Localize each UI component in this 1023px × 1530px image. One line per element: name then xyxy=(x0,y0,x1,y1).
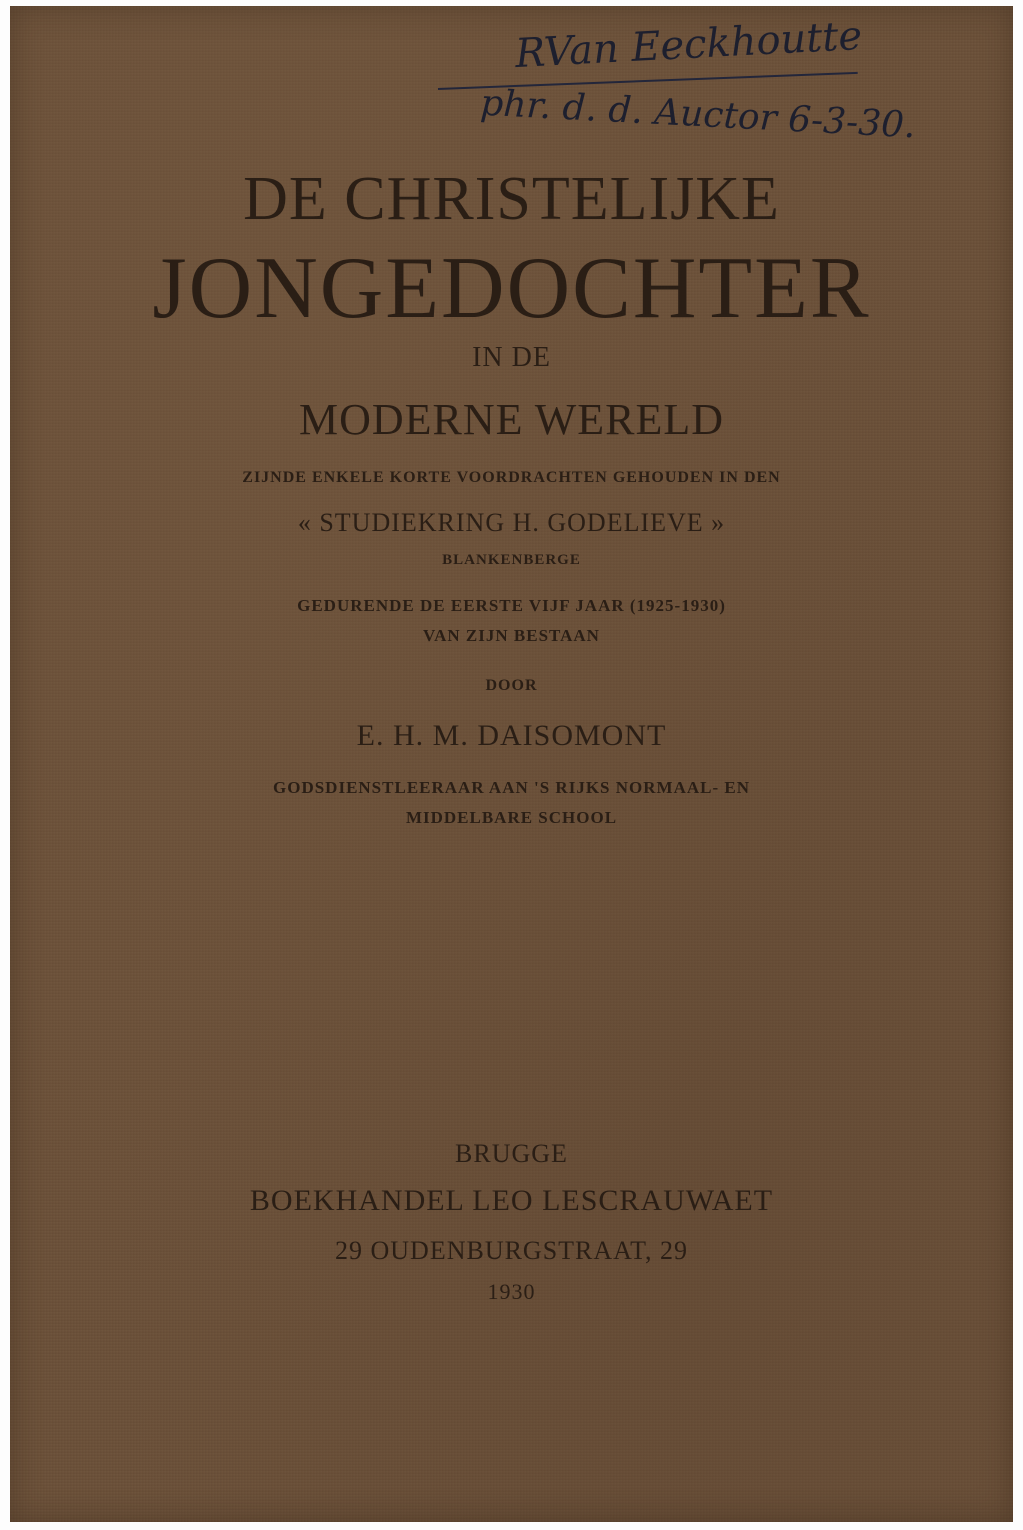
subtitle-line-2: « STUDIEKRING H. GODELIEVE » xyxy=(297,508,726,537)
subtitle-line-1: ZIJNDE ENKELE KORTE VOORDRACHTEN GEHOUDEN IN DEN xyxy=(242,469,781,486)
imprint-year: 1930 xyxy=(487,1279,536,1304)
author-by: DOOR xyxy=(485,677,538,694)
author-name: E. H. M. DAISOMONT xyxy=(356,719,667,752)
subtitle-line-3: BLANKENBERGE xyxy=(442,552,581,568)
title-line-2: JONGEDOCHTER xyxy=(152,240,871,337)
imprint-city: BRUGGE xyxy=(455,1139,568,1168)
subtitle-line-5: VAN ZIJN BESTAAN xyxy=(423,626,600,645)
book-cover xyxy=(10,6,1013,1522)
imprint-address: 29 OUDENBURGSTRAAT, 29 xyxy=(334,1236,689,1265)
title-line-3: IN DE xyxy=(472,342,551,373)
handwritten-dedication: phr. d. d. Auctor 6-3-30. xyxy=(479,82,917,147)
author-role-line-2: MIDDELBARE SCHOOL xyxy=(405,808,618,827)
subtitle-line-4: GEDURENDE DE EERSTE VIJF JAAR (1925-1930) xyxy=(297,596,726,615)
title-line-1: DE CHRISTELIJKE xyxy=(243,165,780,233)
author-role-line-1: GODSDIENSTLEERAAR AAN 'S RIJKS NORMAAL- EN xyxy=(273,778,750,797)
imprint-publisher: BOEKHANDEL LEO LESCRAUWAET xyxy=(249,1184,774,1217)
title-line-4: MODERNE WERELD xyxy=(298,395,725,444)
handwritten-name: RVan Eeckhoutte xyxy=(514,12,864,78)
